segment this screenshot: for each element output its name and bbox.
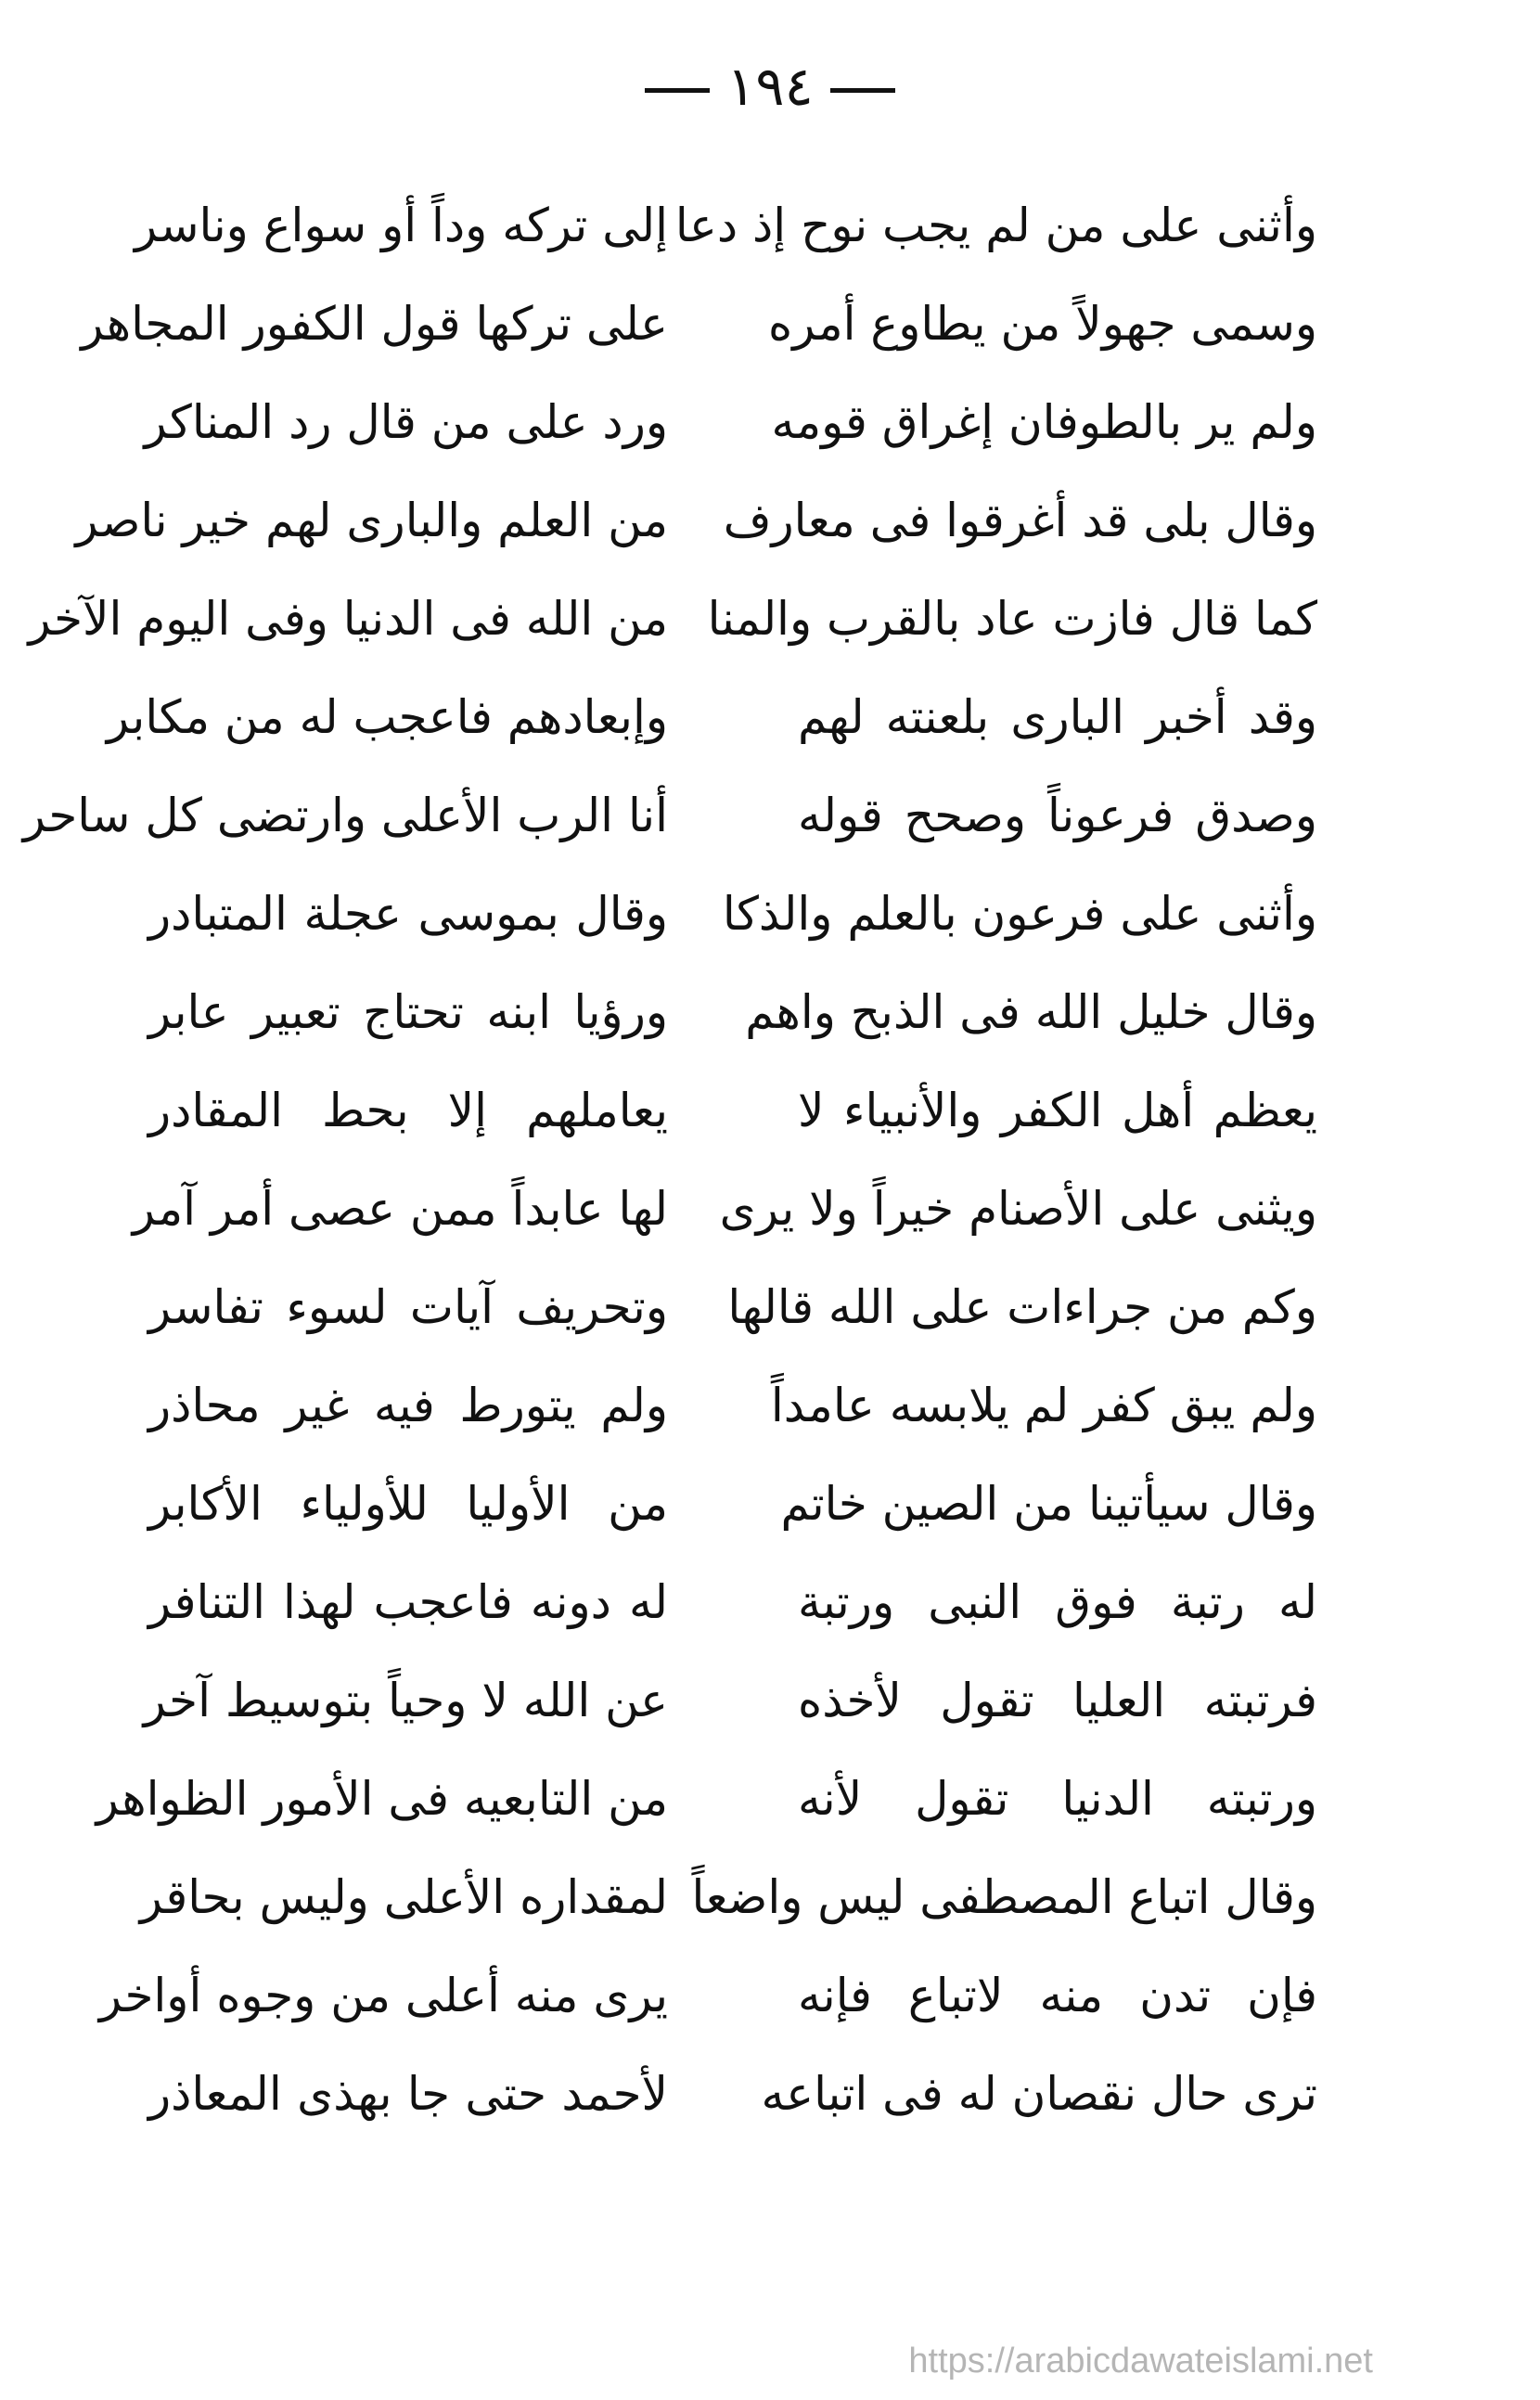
verse-row <box>81 275 1317 373</box>
second-hemistich: ولم يتورط فيه غير محاذر <box>148 1379 668 1432</box>
verse-row <box>148 1061 1317 1160</box>
first-hemistich: وقال اتباع المصطفى ليس واضعاً <box>691 1870 1317 1924</box>
first-hemistich: له رتبة فوق النبى ورتبة <box>798 1575 1317 1629</box>
verse-row <box>144 373 1317 471</box>
second-hemistich: ورؤيا ابنه تحتاج تعبير عابر <box>148 985 668 1039</box>
first-hemistich: وقال خليل الله فى الذبح واهم <box>745 985 1317 1039</box>
verse-row <box>139 1848 1317 1946</box>
second-hemistich: عن الله لا وحياً بتوسيط آخر <box>143 1674 668 1727</box>
page-number-header <box>0 45 1540 128</box>
first-hemistich: وأثنى على فرعون بالعلم والذكا <box>722 887 1317 941</box>
verse-row <box>148 1455 1317 1553</box>
header-dash-left <box>645 88 710 93</box>
second-hemistich: أنا الرب الأعلى وارتضى كل ساحر <box>22 789 668 842</box>
verse-row <box>22 766 1317 865</box>
second-hemistich: وإبعادهم فاعجب له من مكابر <box>106 690 668 744</box>
first-hemistich: وقال بلى قد أغرقوا فى معارف <box>723 494 1317 547</box>
second-hemistich: من الأوليا للأولياء الأكابر <box>148 1477 668 1531</box>
second-hemistich: له دونه فاعجب لهذا التنافر <box>148 1575 668 1629</box>
first-hemistich: وكم من جراءات على الله قالها <box>727 1280 1317 1334</box>
second-hemistich: لأحمد حتى جا بهذى المعاذر <box>148 2067 668 2121</box>
second-hemistich: من العلم والبارى لهم خير ناصر <box>75 494 668 547</box>
second-hemistich: وقال بموسى عجلة المتبادر <box>148 887 668 941</box>
verse-row <box>143 1651 1317 1750</box>
first-hemistich: وقال سيأتينا من الصين خاتم <box>780 1477 1317 1531</box>
verse-row <box>148 2045 1317 2143</box>
verse-row <box>106 668 1317 766</box>
second-hemistich: يعاملهم إلا بحط المقادر <box>148 1084 668 1137</box>
verse-row <box>148 1553 1317 1651</box>
first-hemistich: ورتبته الدنيا تقول لأنه <box>798 1772 1317 1826</box>
website-watermark: https://arabicdawateislami.net <box>908 2342 1373 2381</box>
verse-row <box>98 1946 1317 2045</box>
first-hemistich: ترى حال نقصان له فى اتباعه <box>761 2067 1317 2121</box>
first-hemistich: وصدق فرعوناً وصحح قوله <box>798 789 1317 842</box>
first-hemistich: وأثنى على من لم يجب نوح إذ دعا <box>674 199 1317 252</box>
verse-row <box>96 1750 1317 1848</box>
poem-body <box>22 176 1317 2143</box>
verse-row <box>28 570 1317 668</box>
second-hemistich: ورد على من قال رد المناكر <box>144 395 668 449</box>
second-hemistich: من الله فى الدنيا وفى اليوم الآخر <box>28 592 668 646</box>
first-hemistich: فإن تدن منه لاتباع فإنه <box>798 1969 1317 2022</box>
first-hemistich: يعظم أهل الكفر والأنبياء لا <box>798 1084 1317 1137</box>
first-hemistich: ويثنى على الأصنام خيراً ولا يرى <box>719 1182 1317 1236</box>
verse-row <box>148 1258 1317 1356</box>
second-hemistich: على تركها قول الكفور المجاهر <box>81 297 668 351</box>
page-number: ١٩٤ <box>726 55 814 118</box>
verse-row <box>148 963 1317 1061</box>
first-hemistich: كما قال فازت عاد بالقرب والمنا <box>707 592 1317 646</box>
second-hemistich: لها عابداً ممن عصى أمر آمر <box>132 1182 668 1236</box>
verse-row <box>135 176 1317 275</box>
verse-row <box>148 1356 1317 1455</box>
first-hemistich: وقد أخبر البارى بلعنته لهم <box>798 690 1317 744</box>
first-hemistich: فرتبته العليا تقول لأخذه <box>798 1674 1317 1727</box>
first-hemistich: وسمى جهولاً من يطاوع أمره <box>768 297 1317 351</box>
second-hemistich: لمقداره الأعلى وليس بحاقر <box>139 1870 668 1924</box>
verse-row <box>148 865 1317 963</box>
second-hemistich: يرى منه أعلى من وجوه أواخر <box>98 1969 668 2022</box>
second-hemistich: من التابعيه فى الأمور الظواهر <box>96 1772 668 1826</box>
verse-row <box>132 1160 1317 1258</box>
header-dash-right <box>830 88 895 93</box>
second-hemistich: إلى تركه وداً أو سواع وناسر <box>135 199 668 252</box>
second-hemistich: وتحريف آيات لسوء تفاسر <box>148 1280 668 1334</box>
verse-row <box>75 471 1317 570</box>
first-hemistich: ولم يبق كفر لم يلابسه عامداً <box>770 1379 1317 1432</box>
first-hemistich: ولم ير بالطوفان إغراق قومه <box>771 395 1317 449</box>
